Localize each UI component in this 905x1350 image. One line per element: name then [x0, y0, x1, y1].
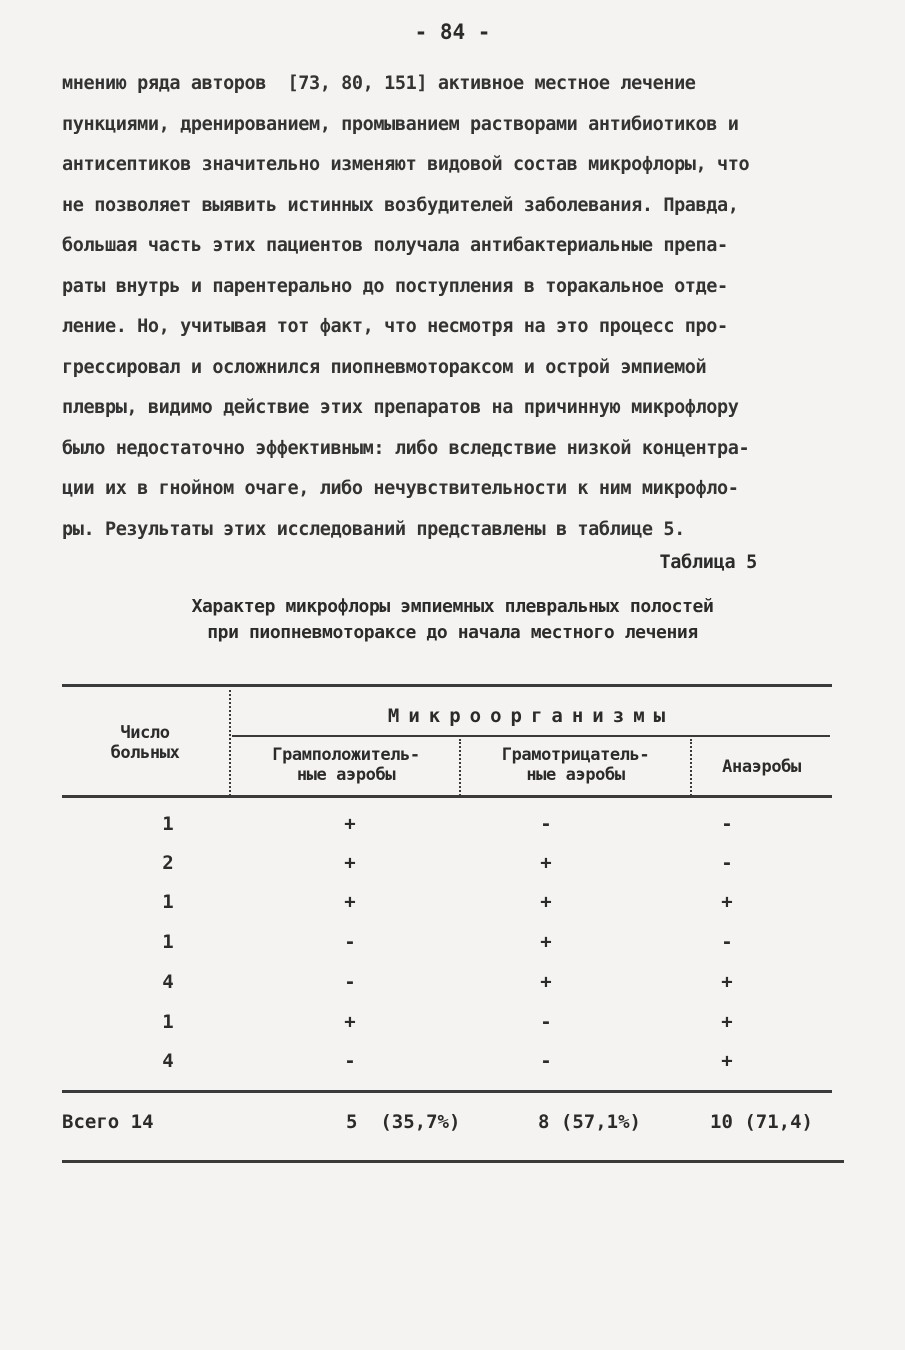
header-text: Грамотрицатель-: [501, 745, 650, 765]
paragraph-line: не позволяет выявить истинных возбудителей заболевания. Правда,: [62, 194, 739, 216]
cell-gram-negative: +: [540, 931, 552, 953]
cell-gram-negative: -: [540, 1050, 552, 1072]
cell-anaerobes: +: [721, 971, 733, 993]
table-caption: [0, 594, 905, 646]
caption-line: при пиопневмотораксе до начала местного лечения: [207, 622, 698, 643]
cell-patients: 4: [162, 1050, 174, 1072]
totals-top-rule: [62, 1090, 832, 1093]
table-bottom-rule: [62, 1160, 844, 1163]
paragraph-line: ры. Результаты этих исследований представлены в таблице 5.: [62, 518, 685, 540]
column-divider: [690, 739, 692, 796]
header-microorganisms: Микроорганизмы: [387, 705, 675, 727]
cell-gram-positive: -: [344, 1050, 356, 1072]
cell-anaerobes: -: [721, 852, 733, 874]
header-anaerobes: Анаэробы: [722, 757, 801, 777]
cell-patients: 2: [162, 852, 174, 874]
total-gram-positive: 5 (35,7%): [346, 1111, 461, 1133]
cell-gram-positive: -: [344, 931, 356, 953]
cell-gram-negative: -: [540, 1011, 552, 1033]
cell-patients: 4: [162, 971, 174, 993]
paragraph-line: ление. Но, учитывая тот факт, что несмотря на это процесс про-: [62, 316, 728, 337]
cell-gram-negative: +: [540, 891, 552, 913]
header-text: Грамположитель-: [272, 745, 420, 765]
cell-gram-negative: -: [540, 813, 552, 835]
paragraph-line: грессировал и осложнился пиопневмотораксом и острой эмпиемой: [62, 356, 707, 378]
caption-line: Характер микрофлоры эмпиемных плевральных полостей: [191, 596, 714, 617]
paragraph-line: пункциями, дренированием, промыванием растворами антибиотиков и: [62, 113, 739, 135]
paragraph-line: ции их в гнойном очаге, либо нечувствительности к ним микрофло-: [62, 478, 739, 499]
cell-patients: 1: [162, 813, 174, 835]
header-text: ные аэробы: [526, 765, 625, 785]
total-label: Всего 14: [62, 1111, 154, 1133]
paragraph-line: большая часть этих пациентов получала антибактериальные препа-: [62, 235, 728, 256]
cell-patients: 1: [162, 931, 174, 953]
cell-anaerobes: +: [721, 891, 733, 913]
paragraph-line: мнению ряда авторов [73, 80, 151] активное местное лечение: [62, 73, 696, 94]
table-label: Таблица 5: [659, 552, 757, 573]
paragraph-line: плевры, видимо действие этих препаратов на причинную микрофлору: [62, 397, 739, 418]
total-anaerobes: 10 (71,4): [710, 1111, 813, 1133]
header-text: ные аэробы: [296, 765, 396, 785]
table-top-rule: [62, 684, 832, 687]
cell-anaerobes: +: [721, 1011, 733, 1033]
header-gram-positive: [235, 745, 457, 785]
paragraph-line: было недостаточно эффективным: либо вследствие низкой концентра-: [62, 437, 750, 459]
cell-gram-negative: +: [540, 852, 552, 874]
group-header-rule: [232, 735, 830, 737]
cell-anaerobes: -: [721, 813, 733, 835]
header-text: Число: [120, 723, 170, 743]
cell-gram-positive: -: [344, 971, 356, 993]
total-gram-negative: 8 (57,1%): [538, 1111, 641, 1133]
cell-anaerobes: +: [721, 1050, 733, 1072]
header-text: больных: [110, 743, 180, 763]
cell-gram-positive: +: [344, 1011, 356, 1033]
cell-gram-positive: +: [344, 852, 356, 874]
paragraph-line: антисептиков значительно изменяют видовой состав микрофлоры, что: [62, 154, 750, 175]
header-bottom-rule: [62, 795, 832, 798]
paragraph-line: раты внутрь и парентерально до поступления в торакальное отде-: [62, 275, 728, 297]
cell-anaerobes: -: [721, 931, 733, 953]
cell-gram-negative: +: [540, 971, 552, 993]
cell-patients: 1: [162, 891, 174, 913]
cell-gram-positive: +: [344, 891, 356, 913]
header-gram-negative: [463, 745, 688, 785]
body-paragraph: [62, 64, 852, 550]
cell-gram-positive: +: [344, 813, 356, 835]
header-patient-count: [70, 723, 220, 763]
page-number: - 84 -: [414, 20, 491, 44]
cell-patients: 1: [162, 1011, 174, 1033]
column-divider: [229, 690, 231, 796]
column-divider: [459, 739, 461, 796]
